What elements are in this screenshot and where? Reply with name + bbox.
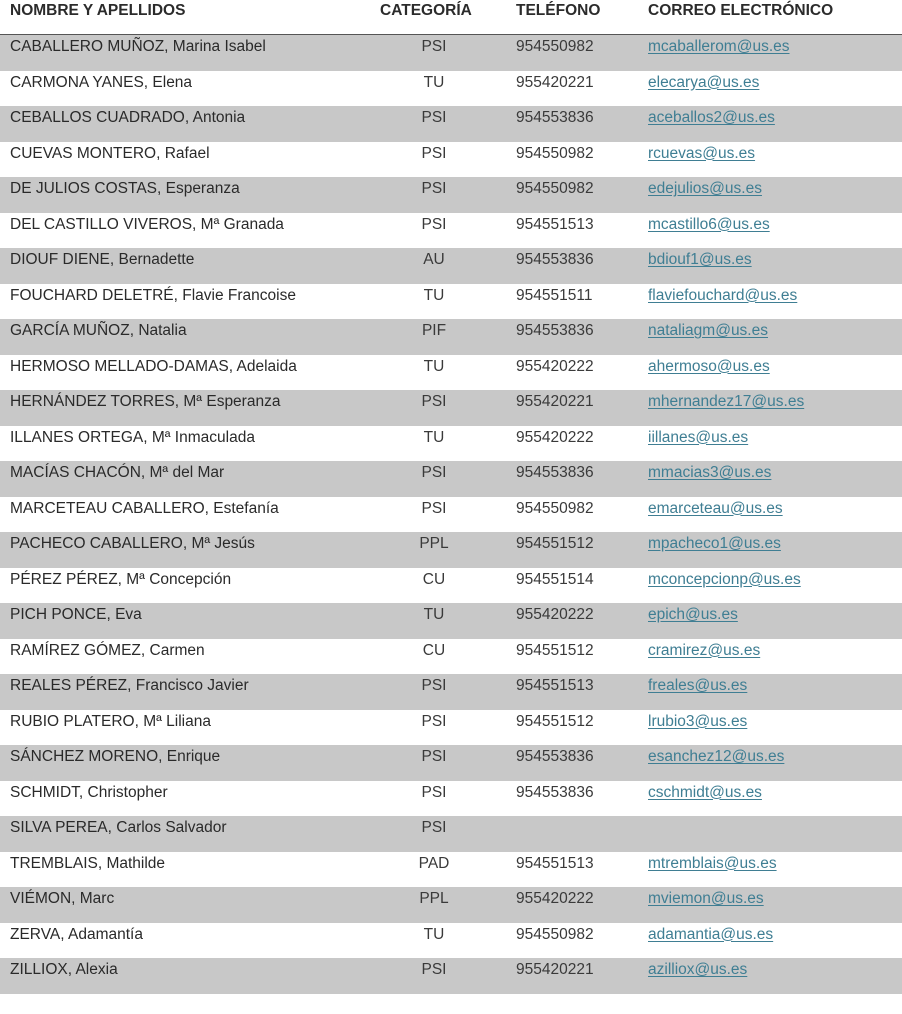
- table-row: [0, 745, 902, 781]
- table-row: [0, 319, 902, 355]
- category-cell: AU: [423, 251, 445, 268]
- category-cell: PSI: [421, 783, 447, 801]
- name-cell: PACHECO CABALLERO, Mª Jesús: [10, 535, 255, 552]
- header-category: CATEGORÍA: [380, 2, 472, 19]
- phone-cell: 955420222: [516, 890, 594, 907]
- name-cell: ZILLIOX, Alexia: [10, 961, 118, 978]
- category-cell: PSI: [421, 712, 447, 730]
- category-cell: PSI: [421, 819, 447, 836]
- email-link[interactable]: flaviefouchard@us.es: [648, 286, 798, 304]
- name-cell: ILLANES ORTEGA, Mª Inmaculada: [10, 428, 255, 446]
- category-cell: TU: [423, 286, 445, 304]
- table-row: [0, 35, 902, 71]
- phone-cell: 954551513: [516, 215, 594, 233]
- name-cell: MACÍAS CHACÓN, Mª del Mar: [10, 464, 225, 481]
- category-cell: CU: [422, 570, 446, 588]
- email-link[interactable]: esanchez12@us.es: [648, 748, 785, 765]
- email-link[interactable]: nataliagm@us.es: [648, 322, 768, 339]
- table-row: [0, 958, 902, 994]
- phone-cell: 955420222: [516, 428, 594, 446]
- table-row: [0, 816, 902, 852]
- email-link[interactable]: mhernandez17@us.es: [648, 393, 805, 410]
- table-row: [0, 355, 902, 391]
- name-cell: HERNÁNDEZ TORRES, Mª Esperanza: [10, 393, 281, 410]
- category-cell: PIF: [421, 322, 447, 339]
- staff-table: [0, 35, 902, 994]
- header-email: CORREO ELECTRÓNICO: [648, 2, 834, 19]
- phone-cell: 954551511: [516, 286, 593, 304]
- email-link[interactable]: edejulios@us.es: [648, 180, 762, 197]
- name-cell: VIÉMON, Marc: [10, 890, 115, 907]
- email-link[interactable]: mmacias3@us.es: [648, 464, 772, 481]
- table-row: [0, 710, 902, 746]
- phone-cell: 954551512: [516, 712, 594, 730]
- email-link[interactable]: mpacheco1@us.es: [648, 535, 781, 552]
- table-row: [0, 781, 902, 817]
- name-cell: MARCETEAU CABALLERO, Estefanía: [10, 499, 279, 517]
- phone-cell: 954551512: [516, 641, 594, 659]
- category-cell: PSI: [421, 144, 447, 162]
- table-row: [0, 248, 902, 284]
- table-row: [0, 106, 902, 142]
- table-row: [0, 142, 902, 178]
- email-link[interactable]: bdiouf1@us.es: [648, 251, 752, 268]
- name-cell: RUBIO PLATERO, Mª Liliana: [10, 712, 211, 730]
- phone-cell: 955420222: [516, 606, 594, 623]
- phone-cell: 954551512: [516, 535, 594, 552]
- category-cell: PSI: [421, 677, 447, 694]
- name-cell: PÉREZ PÉREZ, Mª Concepción: [10, 570, 232, 588]
- phone-cell: 954551513: [516, 677, 594, 694]
- table-row: [0, 639, 902, 675]
- category-cell: TU: [423, 925, 445, 943]
- table-row: [0, 213, 902, 249]
- table-row: [0, 568, 902, 604]
- table-row: [0, 461, 902, 497]
- name-cell: REALES PÉREZ, Francisco Javier: [10, 677, 249, 694]
- category-cell: PSI: [421, 38, 447, 55]
- phone-cell: 955420221: [516, 393, 594, 410]
- category-cell: PSI: [421, 961, 447, 978]
- phone-cell: 954550982: [516, 38, 594, 55]
- table-row: [0, 923, 902, 959]
- category-cell: PAD: [418, 854, 450, 872]
- email-link[interactable]: elecarya@us.es: [648, 73, 760, 91]
- table-row: [0, 426, 902, 462]
- category-cell: PSI: [421, 748, 447, 765]
- email-link[interactable]: epich@us.es: [648, 606, 738, 623]
- table-row: [0, 390, 902, 426]
- phone-cell: 955420221: [516, 73, 594, 91]
- email-link[interactable]: mcaballerom@us.es: [648, 38, 790, 55]
- name-cell: PICH PONCE, Eva: [10, 606, 142, 623]
- name-cell: HERMOSO MELLADO-DAMAS, Adelaida: [10, 357, 297, 375]
- table-row: [0, 674, 902, 710]
- phone-cell: 954550982: [516, 180, 594, 197]
- table-row: [0, 603, 902, 639]
- email-link[interactable]: mviemon@us.es: [648, 890, 764, 907]
- phone-cell: 954551513: [516, 854, 594, 872]
- category-cell: PSI: [421, 109, 447, 126]
- name-cell: GARCÍA MUÑOZ, Natalia: [10, 322, 187, 339]
- phone-cell: 954553836: [516, 748, 594, 765]
- phone-cell: 955420221: [516, 961, 594, 978]
- table-row: [0, 532, 902, 568]
- email-link[interactable]: cschmidt@us.es: [648, 783, 762, 801]
- category-cell: PSI: [421, 499, 447, 517]
- phone-cell: 954553836: [516, 251, 594, 268]
- name-cell: CUEVAS MONTERO, Rafael: [10, 144, 210, 162]
- table-row: [0, 852, 902, 888]
- email-link[interactable]: rcuevas@us.es: [648, 144, 756, 162]
- phone-cell: 954550982: [516, 499, 594, 517]
- name-cell: RAMÍREZ GÓMEZ, Carmen: [10, 641, 205, 659]
- table-row: [0, 497, 902, 533]
- table-row: [0, 71, 902, 107]
- name-cell: DE JULIOS COSTAS, Esperanza: [10, 180, 240, 197]
- category-cell: PPL: [419, 890, 449, 907]
- category-cell: TU: [423, 428, 445, 446]
- table-row: [0, 284, 902, 320]
- category-cell: CU: [422, 641, 446, 659]
- phone-cell: 955420222: [516, 357, 594, 375]
- category-cell: PSI: [421, 464, 447, 481]
- phone-cell: 954550982: [516, 925, 594, 943]
- category-cell: PSI: [421, 215, 447, 233]
- email-link[interactable]: cramirez@us.es: [648, 641, 761, 659]
- name-cell: TREMBLAIS, Mathilde: [10, 854, 166, 872]
- table-row: [0, 887, 902, 923]
- category-cell: PPL: [419, 535, 449, 552]
- phone-cell: 954553836: [516, 109, 594, 126]
- header-phone: TELÉFONO: [516, 2, 601, 19]
- name-cell: CABALLERO MUÑOZ, Marina Isabel: [10, 38, 266, 55]
- email-link[interactable]: aceballos2@us.es: [648, 109, 775, 126]
- phone-cell: 954550982: [516, 144, 594, 162]
- phone-cell: 954553836: [516, 464, 594, 481]
- email-link[interactable]: iillanes@us.es: [648, 428, 749, 446]
- email-link[interactable]: lrubio3@us.es: [648, 712, 748, 730]
- name-cell: DEL CASTILLO VIVEROS, Mª Granada: [10, 215, 284, 233]
- header-name: NOMBRE Y APELLIDOS: [10, 2, 186, 19]
- phone-cell: 954551514: [516, 570, 594, 588]
- phone-cell: 954553836: [516, 322, 594, 339]
- table-row: [0, 177, 902, 213]
- category-cell: TU: [423, 606, 445, 623]
- name-cell: CARMONA YANES, Elena: [10, 73, 193, 91]
- category-cell: TU: [423, 357, 445, 375]
- name-cell: SÁNCHEZ MORENO, Enrique: [10, 748, 221, 765]
- name-cell: CEBALLOS CUADRADO, Antonia: [10, 109, 246, 126]
- category-cell: TU: [423, 73, 445, 91]
- name-cell: DIOUF DIENE, Bernadette: [10, 251, 195, 268]
- email-link[interactable]: azilliox@us.es: [648, 961, 748, 978]
- email-link[interactable]: adamantia@us.es: [648, 925, 774, 943]
- category-cell: PSI: [421, 393, 447, 410]
- name-cell: ZERVA, Adamantía: [10, 925, 143, 943]
- email-link[interactable]: mconcepcionp@us.es: [648, 570, 801, 588]
- email-link[interactable]: ahermoso@us.es: [648, 357, 770, 375]
- email-link[interactable]: mcastillo6@us.es: [648, 215, 770, 233]
- name-cell: SILVA PEREA, Carlos Salvador: [10, 819, 227, 836]
- name-cell: SCHMIDT, Christopher: [10, 783, 168, 801]
- name-cell: FOUCHARD DELETRÉ, Flavie Francoise: [10, 286, 296, 304]
- phone-cell: 954553836: [516, 783, 594, 801]
- email-link[interactable]: mtremblais@us.es: [648, 854, 777, 872]
- table-header: [0, 0, 902, 30]
- email-link[interactable]: freales@us.es: [648, 677, 748, 694]
- email-link[interactable]: emarceteau@us.es: [648, 499, 783, 517]
- category-cell: PSI: [421, 180, 447, 197]
